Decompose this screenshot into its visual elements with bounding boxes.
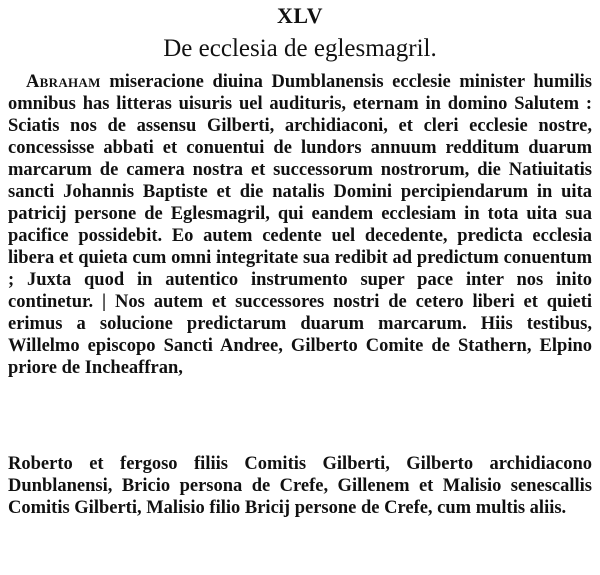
charter-body-text: miseracione diuina Dumblanensis ecclesie minister humilis omnibus has litteras uisuris uel audituris, eternam in domino Salutem : Sciatis nos de assensu Gilberti, archidiaconi, et cleri ecclesie nostre, concessisse abbati et conuentui de lundors annuum redditum duarum marcarum de camera nostra et successorum nostrorum, die Natiuitatis sancti Johannis Baptiste et die natalis Domini percipiendarum in uita patricij persone de Eglesmagril, qui eandem ecclesiam in tota uita sua pacifice possidebit. Eo autem cedente uel decedente, predicta ecclesia libera et quieta cum omni integritate sua redibit ad predictum conuentum ; Juxta quod in autentico instrumento super pace inter nos inito continetur. | Nos autem et successores nostri de cetero liberi et quieti erimus a solucione predictarum duarum marcarum. Hiis testibus, Willelmo episcopo Sancti Andree, Gilberto Comite de Stathern, Elpino priore de Incheaffran, — [8, 72, 592, 378]
charter-opening-word: Abraham — [26, 72, 101, 92]
charter-title: De ecclesia de eglesmagril. — [163, 35, 437, 62]
charter-witness-continuation: Roberto et fergoso filiis Comitis Gilberti, Gilberto archidiacono Dunblanensi, Bricio persona de Crefe, Gillenem et Malisio senescallis Comitis Gilberti, Malisio filio Bricij persone de Crefe, cum multis aliis. — [8, 454, 592, 518]
charter-body-paragraph — [8, 71, 592, 379]
charter-number: XLV — [277, 3, 323, 28]
